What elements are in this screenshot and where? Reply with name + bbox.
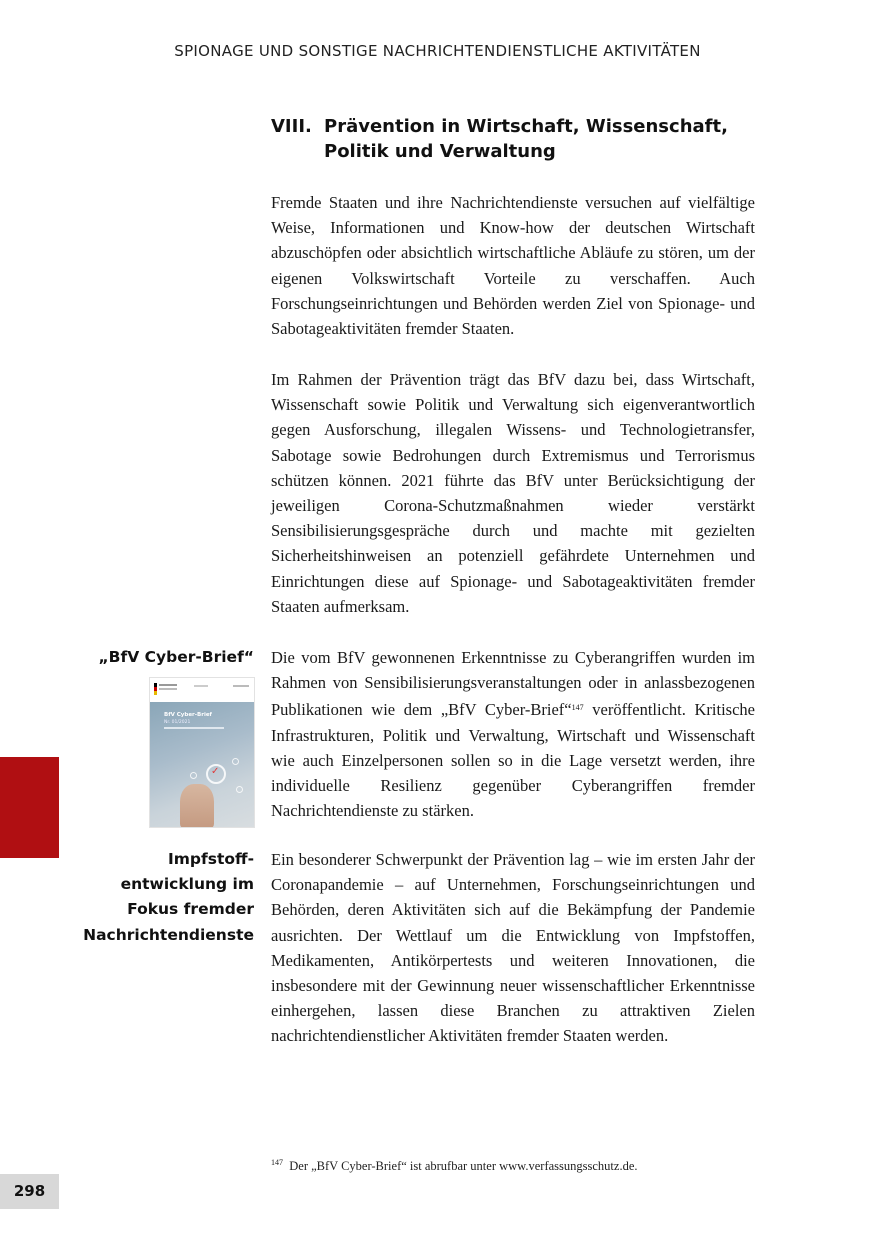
network-node-icon — [190, 772, 197, 779]
margin-label-cyber-brief: „BfV Cyber-Brief“ — [98, 648, 254, 666]
network-node-icon — [232, 758, 239, 765]
cover-subtitle: Nr. 01/2021 — [164, 720, 191, 725]
footnote-reference[interactable]: 147 — [571, 703, 584, 713]
chapter-marker-tab — [0, 757, 59, 858]
section-heading — [271, 114, 761, 164]
running-head: SPIONAGE UND SONSTIGE NACHRICHTENDIENSTLICHE AKTIVITÄTEN — [174, 42, 701, 60]
cover-header — [150, 678, 254, 702]
footnote — [271, 1155, 791, 1174]
hand-illustration — [180, 784, 214, 828]
section-number: VIII. — [271, 116, 312, 137]
footnote-number: 147 — [271, 1158, 283, 1167]
paragraph-cyber-brief-text: Die vom BfV gewonnenen Erkenntnisse zu Cyberangriffen wurden im Rahmen von Sensibilisierungsveranstaltungen oder in anlassbezogenen Publikationen wie dem „BfV Cyber-Brief“ — [271, 648, 755, 720]
cover-header-mark — [194, 685, 208, 687]
checkmark-icon: ✓ — [211, 766, 220, 777]
margin-label-impfstoff: Impfstoff- entwicklung im Fokus fremder Nachrichtendienste — [83, 850, 254, 944]
cyber-brief-cover-image — [149, 677, 255, 828]
paragraph-cyber-brief-text-cont: veröffentlicht. Kritische Infrastrukturen, Politik und Verwaltung, Wirtschaft und Wissenschaft wie auch Einzelpersonen sollen so in die Lage versetzt werden, ihre individuelle Resilienz gegenüber Cyberangriffen fremder Nachrichtendienste zu stärken. — [271, 700, 755, 821]
cover-header-date — [233, 685, 249, 687]
paragraph-prevention: Im Rahmen der Prävention trägt das BfV dazu bei, dass Wirtschaft, Wissenschaft sowie Politik und Verwaltung sich eigenverantwortlich gegen Ausforschung, illegalen Wissens- und Technologietransfer, Sabotage sowie Bedrohungen durch Extremismus und Terrorismus schützen können. 2021 führte das BfV unter Berücksichtigung der jeweiligen Corona-Schutzmaßnahmen wieder verstärkt Sensibilisierungsgespräche durch und machte mit gezielten Sicherheitshinweisen an potenziell gefährdete Unternehmen und Einrichtungen diese auf Spionage- und Sabotageaktivitäten fremder Staaten aufmerksam. — [271, 370, 755, 616]
paragraph-vaccine: Ein besonderer Schwerpunkt der Prävention lag – wie im ersten Jahr der Coronapandemie – auf Unternehmen, Forschungseinrichtungen und Behörden, deren Aktivitäten sich auf die Bekämpfung der Pandemie ausrichten. Der Wettlauf um die Entwicklung von Impfstoffen, Medikamenten, Antikörpertests und weiteren Innovationen, die insbesondere mit der Gewinnung neuer wissenschaftlicher Erkenntnisse einhergehen, lassen diese Branchen zu attraktiven Zielen nachrichtendienstlicher Aktivitäten fremder Staaten werden. — [271, 850, 755, 1046]
federal-eagle-logo-icon — [154, 683, 157, 695]
footnote-text: Der „BfV Cyber-Brief“ ist abrufbar unter www.verfassungsschutz.de. — [289, 1159, 638, 1173]
cover-title: BfV Cyber-Brief — [164, 712, 212, 718]
section-title: Prävention in Wirtschaft, Wissenschaft, Politik und Verwaltung — [324, 116, 728, 162]
network-node-icon — [236, 786, 243, 793]
paragraph-cyber-brief — [271, 645, 755, 823]
cover-logo-text — [159, 684, 177, 686]
cover-tagline-line — [164, 727, 224, 729]
page-number: 298 — [0, 1174, 59, 1209]
paragraph-intro: Fremde Staaten und ihre Nachrichtendienste versuchen auf vielfältige Weise, Informationen und Know-how der deutschen Wirtschaft abzuschöpfen oder absichtlich wirtschaftliche Abläufe zu stören, um der eigenen Volkswirtschaft Vorteile zu verschaffen. Auch Forschungseinrichtungen und Behörden werden Ziel von Spionage- und Sabotageaktivitäten fremder Staaten. — [271, 193, 755, 339]
cover-artwork — [150, 702, 254, 827]
